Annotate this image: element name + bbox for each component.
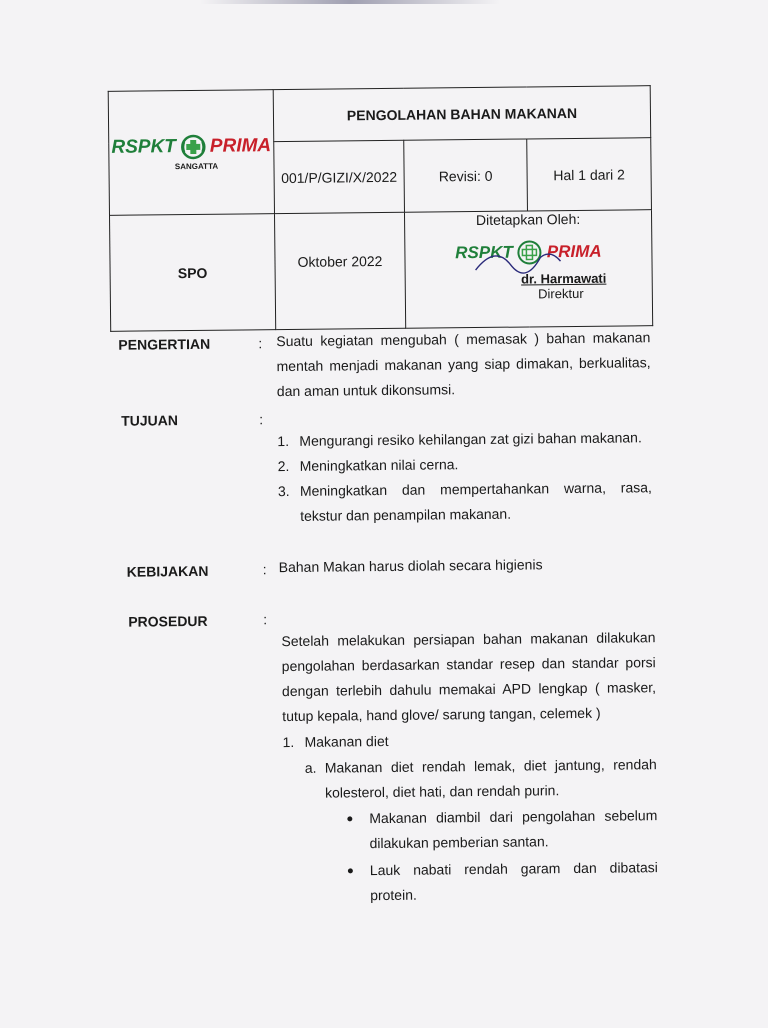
- prosedur-intro: Setelah melakukan persiapan bahan makanan dilakukan pengolahan berdasarkan standar resep dan standar porsi dengan terlebih dahulu memakai APD lengkap ( masker, tutup kepala, hand glove/ sarung tangan, celemek ): [281, 629, 657, 725]
- tujuan-list: [277, 425, 652, 529]
- document-date: Oktober 2022: [274, 212, 405, 329]
- prosedur-label: PROSEDUR: [128, 612, 208, 630]
- prosedur-sublist: [305, 752, 658, 806]
- page-indicator: Hal 1 dari 2: [527, 138, 652, 211]
- list-text: Meningkatkan nilai cerna.: [299, 456, 459, 474]
- list-item: [277, 425, 651, 454]
- list-number: 1.: [277, 432, 290, 450]
- approved-by-label: Ditetapkan Oleh:: [475, 210, 581, 229]
- tujuan-colon: :: [259, 411, 264, 428]
- bullet-text: Lauk nabati rendah garam dan dibatasi protein.: [369, 859, 658, 904]
- list-text: Makanan diet: [304, 732, 389, 750]
- signature-scribble-icon: [465, 239, 585, 280]
- list-text: Makanan diet rendah lemak, diet jantung, rendah kolesterol, diet hati, dan rendah purin.: [324, 756, 657, 801]
- bullet-dot-icon: [348, 868, 353, 873]
- list-number: 1.: [282, 733, 295, 751]
- list-letter: a.: [304, 759, 317, 776]
- list-item: [278, 475, 653, 529]
- list-item: [305, 752, 658, 806]
- signatory-name: dr. Harmawati: [520, 270, 607, 287]
- logo-cell: [108, 90, 274, 216]
- bullet-text: Makanan diambil dari pengolahan sebelum dilakukan pemberian santan.: [369, 807, 658, 852]
- pengertian-label: PENGERTIAN: [118, 335, 211, 353]
- list-item: [278, 450, 652, 479]
- kebijakan-colon: :: [262, 561, 267, 578]
- bullet-item: [345, 803, 658, 856]
- signatory-role: Direktur: [538, 285, 584, 302]
- list-number: 3.: [277, 482, 290, 500]
- kebijakan-label: KEBIJAKAN: [126, 562, 209, 580]
- document-type: SPO: [110, 214, 276, 332]
- bullet-item: [346, 855, 659, 908]
- revision-number: Revisi: 0: [404, 139, 528, 212]
- header-table: [108, 85, 654, 332]
- prosedur-bullets: [345, 803, 658, 910]
- list-number: 2.: [277, 457, 290, 475]
- document-title: PENGOLAHAN BAHAN MAKANAN: [273, 86, 651, 142]
- tujuan-label: TUJUAN: [121, 412, 179, 429]
- prosedur-list: [282, 726, 656, 755]
- logo-subtext: SANGATTA: [174, 161, 219, 172]
- list-text: Meningkatkan dan mempertahankan warna, rasa, tekstur dan penampilan makanan.: [299, 479, 652, 524]
- kebijakan-text: Bahan Makan harus diolah secara higienis: [278, 556, 543, 576]
- pengertian-text: Suatu kegiatan mengubah ( memasak ) bahan makanan mentah menjadi makanan yang siap dimakan, berkualitas, dan aman untuk dikonsumsi.: [276, 329, 651, 400]
- stamp-right-text: PRIMA: [546, 241, 602, 262]
- list-item: [282, 726, 656, 755]
- document-number: 001/P/GIZI/X/2022: [274, 140, 405, 213]
- bullet-dot-icon: [347, 816, 352, 821]
- logo-left-text: RSPKT: [111, 136, 176, 158]
- stamp-left-text: RSPKT: [455, 242, 513, 263]
- approval-cell: [404, 210, 652, 329]
- prosedur-colon: :: [263, 611, 268, 628]
- logo-right-text: PRIMA: [209, 135, 272, 157]
- hospital-emblem-icon: [180, 134, 206, 160]
- pengertian-colon: :: [258, 335, 263, 352]
- hospital-logo: [109, 133, 273, 161]
- list-text: Mengurangi resiko kehilangan zat gizi bahan makanan.: [299, 429, 642, 449]
